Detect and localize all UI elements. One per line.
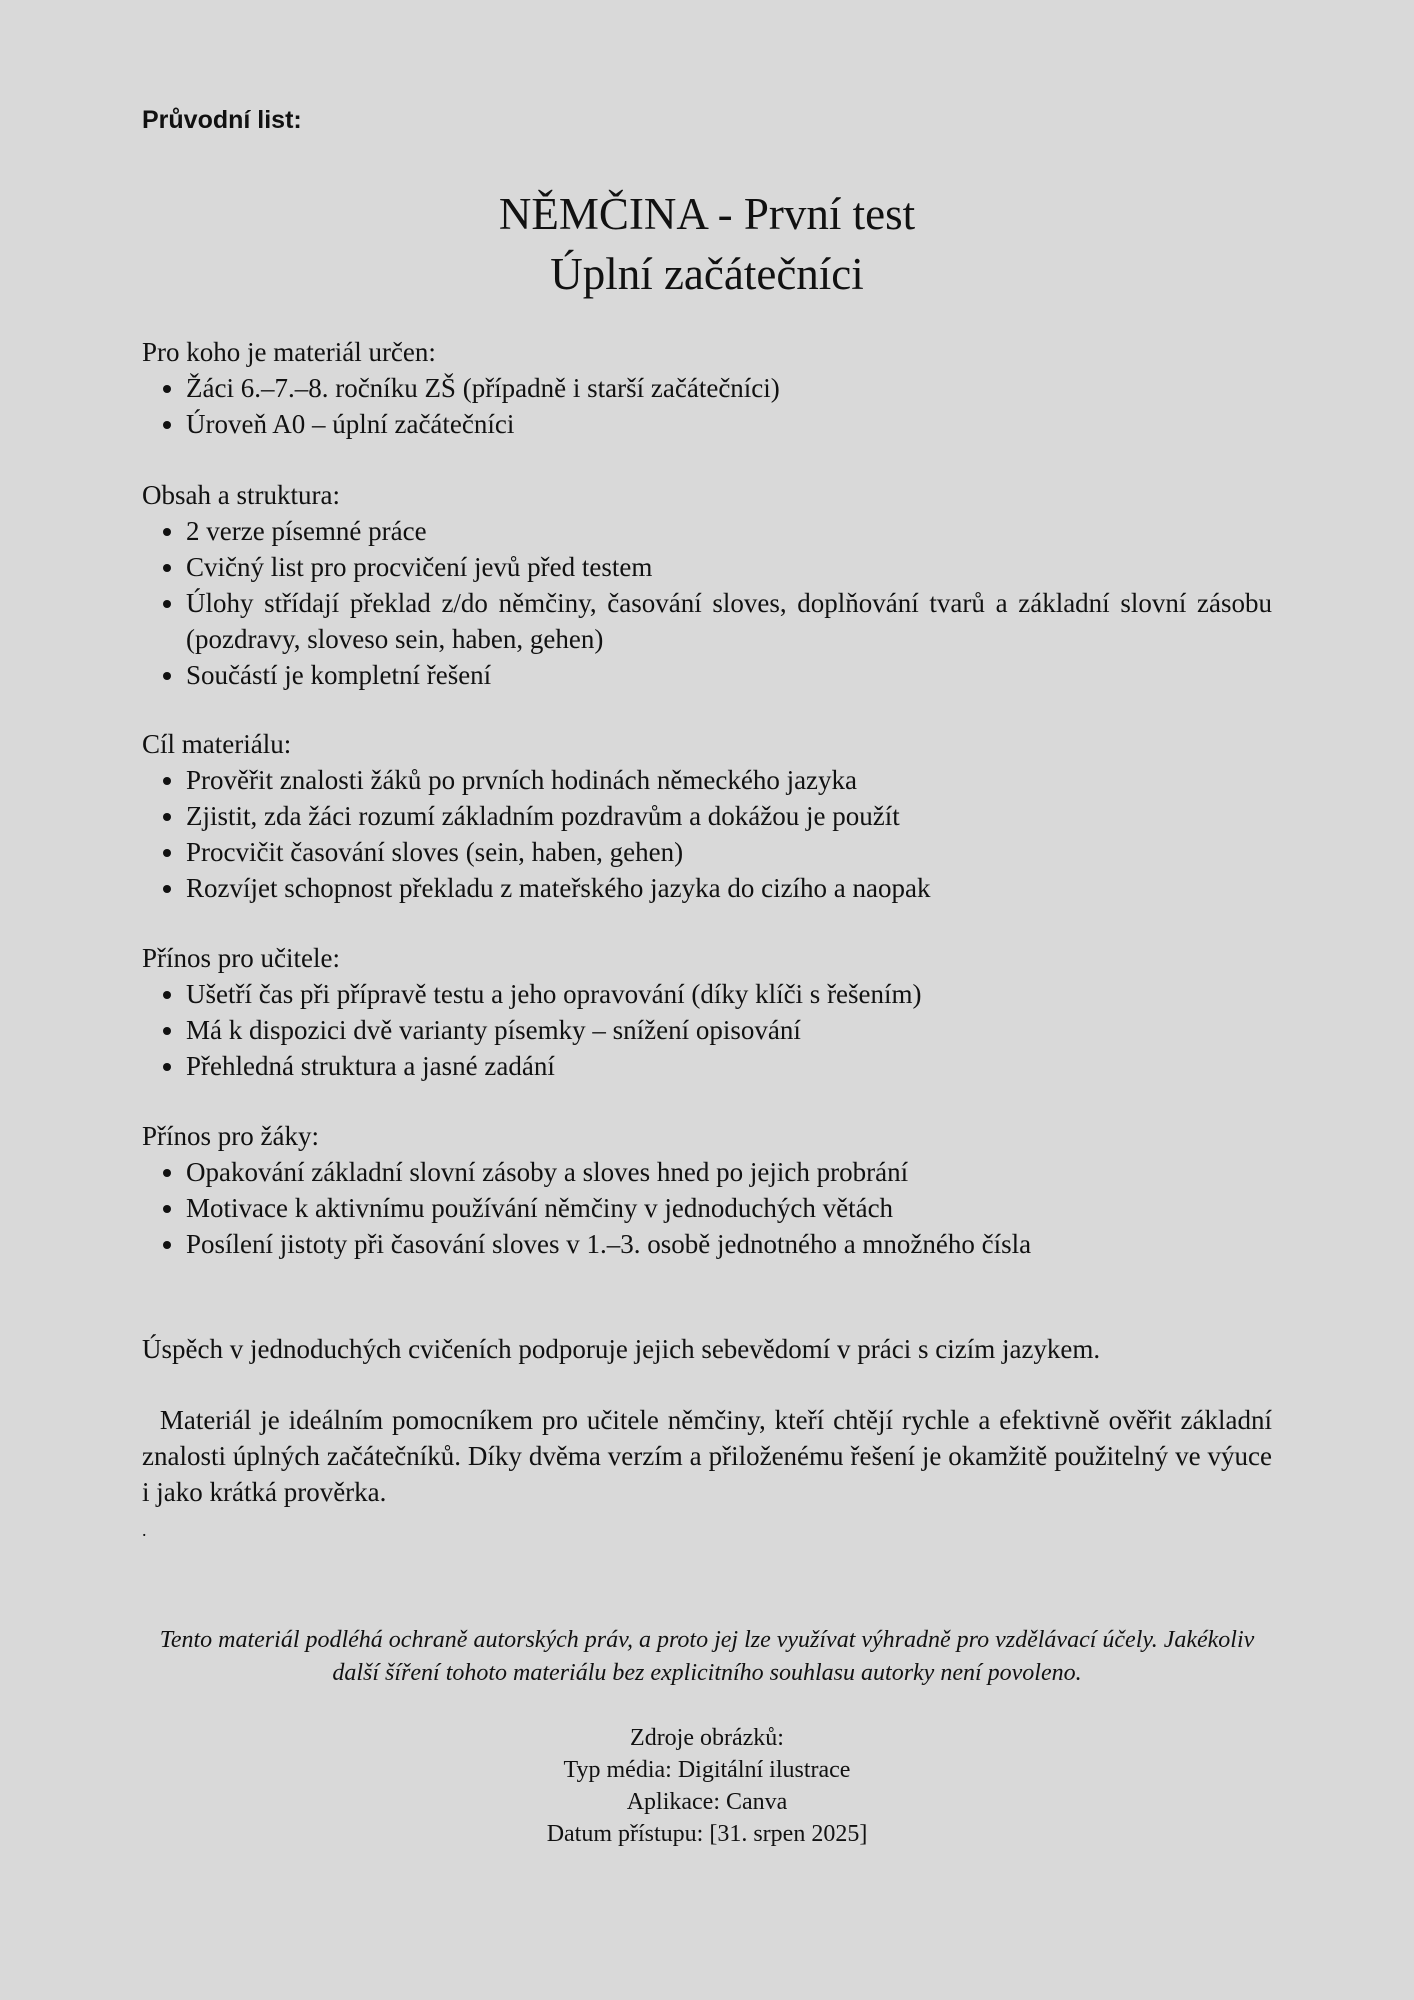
title-line-2: Úplní začátečníci: [550, 249, 864, 299]
trailing-dot: .: [142, 1520, 147, 1540]
list-item: • Zjistit, zda žáci rozumí základním pozdravům a dokážou je použít: [186, 798, 1272, 834]
list-item: • Úroveň A0 – úplní začátečníci: [186, 406, 1272, 442]
list-item: • Rozvíjet schopnost překladu z mateřského jazyka do cizího a naopak: [186, 870, 1272, 906]
list-item: • Ušetří čas při přípravě testu a jeho opravování (díky klíči s řešením): [186, 976, 1272, 1012]
sources-heading: Zdroje obrázků:: [630, 1725, 784, 1751]
list-item: • 2 verze písemné práce: [186, 513, 1272, 549]
list-item: • Má k dispozici dvě varianty písemky – snížení opisování: [186, 1012, 1272, 1048]
title-line-1: NĚMČINA - První test: [498, 189, 916, 239]
section-heading: Přínos pro žáky:: [142, 1121, 319, 1151]
section-heading: Přínos pro učitele:: [142, 943, 340, 973]
list-item: • Součástí je kompletní řešení: [186, 657, 1272, 693]
section-audience: [142, 334, 1272, 442]
section-content: [142, 477, 1272, 693]
list-item: • Přehledná struktura a jasné zadání: [186, 1048, 1272, 1084]
image-sources: [142, 1722, 1272, 1850]
list-item: • Opakování základní slovní zásoby a sloves hned po jejich probrání: [186, 1154, 1272, 1190]
list-item: • Procvičit časování sloves (sein, haben, gehen): [186, 834, 1272, 870]
list-item: • Cvičný list pro procvičení jevů před testem: [186, 549, 1272, 585]
list-item: • Prověřit znalosti žáků po prvních hodinách německého jazyka: [186, 762, 1272, 798]
section-heading: Cíl materiálu:: [142, 729, 292, 759]
section-teacher-benefits: [142, 940, 1272, 1084]
section-goal: [142, 726, 1272, 906]
copyright-notice: Tento materiál podléhá ochraně autorských práv, a proto jej lze využívat výhradně pro vzdělávací účely. Jakékoliv další šíření tohoto materiálu bez explicitního souhlasu autorky není povoleno.: [159, 1627, 1255, 1686]
source-media-type: Typ média: Digitální ilustrace: [563, 1757, 851, 1783]
list-item: • Žáci 6.–7.–8. ročníku ZŠ (případně i starší začátečníci): [186, 370, 1272, 406]
source-application: Aplikace: Canva: [626, 1789, 788, 1815]
paragraph-summary: Materiál je ideálním pomocníkem pro učitele němčiny, kteří chtějí rychle a efektivně ověřit základní znalosti úplných začátečníků. Díky dvěma verzím a přiloženému řešení je okamžitě použitelný ve výuce i jako krátká prověrka.: [142, 1405, 1279, 1507]
paragraph-success: Úspěch v jednoduchých cvičeních podporuje jejich sebevědomí v práci s cizím jazykem.: [142, 1334, 1101, 1364]
section-student-benefits: [142, 1118, 1272, 1262]
source-access-date: Datum přístupu: [31. srpen 2025]: [546, 1821, 868, 1847]
document-title: [142, 184, 1272, 304]
section-heading: Pro koho je materiál určen:: [142, 337, 436, 367]
section-heading: Obsah a struktura:: [142, 480, 340, 510]
list-item: • Posílení jistoty při časování sloves v 1.–3. osobě jednotného a množného čísla: [186, 1226, 1272, 1262]
document-label: Průvodní list:: [142, 106, 302, 134]
list-item: • Motivace k aktivnímu používání němčiny v jednoduchých větách: [186, 1190, 1272, 1226]
list-item: • Úlohy střídají překlad z/do němčiny, časování sloves, doplňování tvarů a základní slovní zásobu (pozdravy, sloveso sein, haben, gehen): [186, 585, 1272, 657]
